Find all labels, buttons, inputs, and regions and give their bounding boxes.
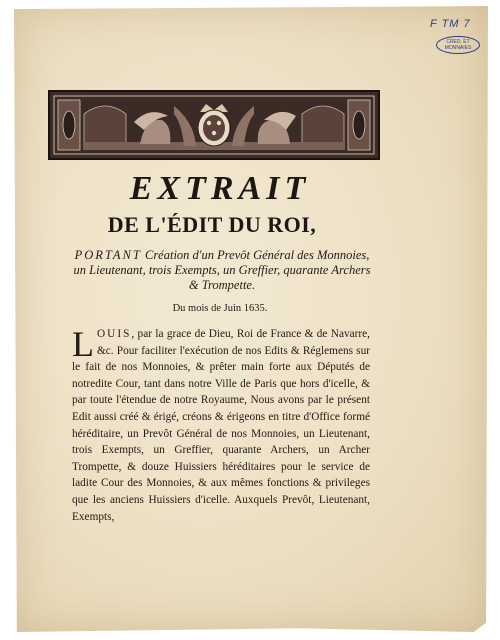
body-text: , par la grace de Dieu, Roi de France & de Navarre, &c. Pour faciliter l'exécution de nos Edits & Réglemens sur le fait de nos Monnoies, & prêter main forte aux Députés de notredite Cour, tant dans notre Ville de Paris que hors d'icelle, & par toute l'étendue de notre Royaume, Nous avons par le présent Edit aussi créé & érigé, créons & érigeons en titre d'Office formé héréditaire, un Prevôt Général de nos Monnoies, un Lieutenant, trois Exempts, un Greffier, quarante Archers, un Archer Trompette, & douze Huissiers héréditaires pour le service de ladite Cour des Monnoies, & aux mêmes fonctions & privileges que les anciens Huissiers d'icelle. Auxquels Prevôt, Lieutenant, Exempts, [72,328,370,523]
document-date: Du mois de Juin 1635. [172,303,268,314]
document-description [72,248,372,293]
body-lead: OUIS [97,328,132,340]
document-title: EXTRAIT [129,170,311,207]
document-subtitle: DE L'ÉDIT DU ROI, [107,212,317,237]
engraved-banner [48,90,380,160]
stamp-oval: CRED. ET MONNAIES [436,36,480,54]
description-lead: PORTANT [74,248,142,262]
document-body [72,326,370,525]
banner-illustration [50,92,378,158]
body-dropcap: L [72,324,94,364]
archive-stamp [430,18,488,60]
description-text: Création d'un Prevôt Général des Monnoies, un Lieutenant, trois Exempts, un Greffier, quarante Archers & Trompette. [73,248,371,292]
stamp-code: F TM 7 [430,18,471,30]
